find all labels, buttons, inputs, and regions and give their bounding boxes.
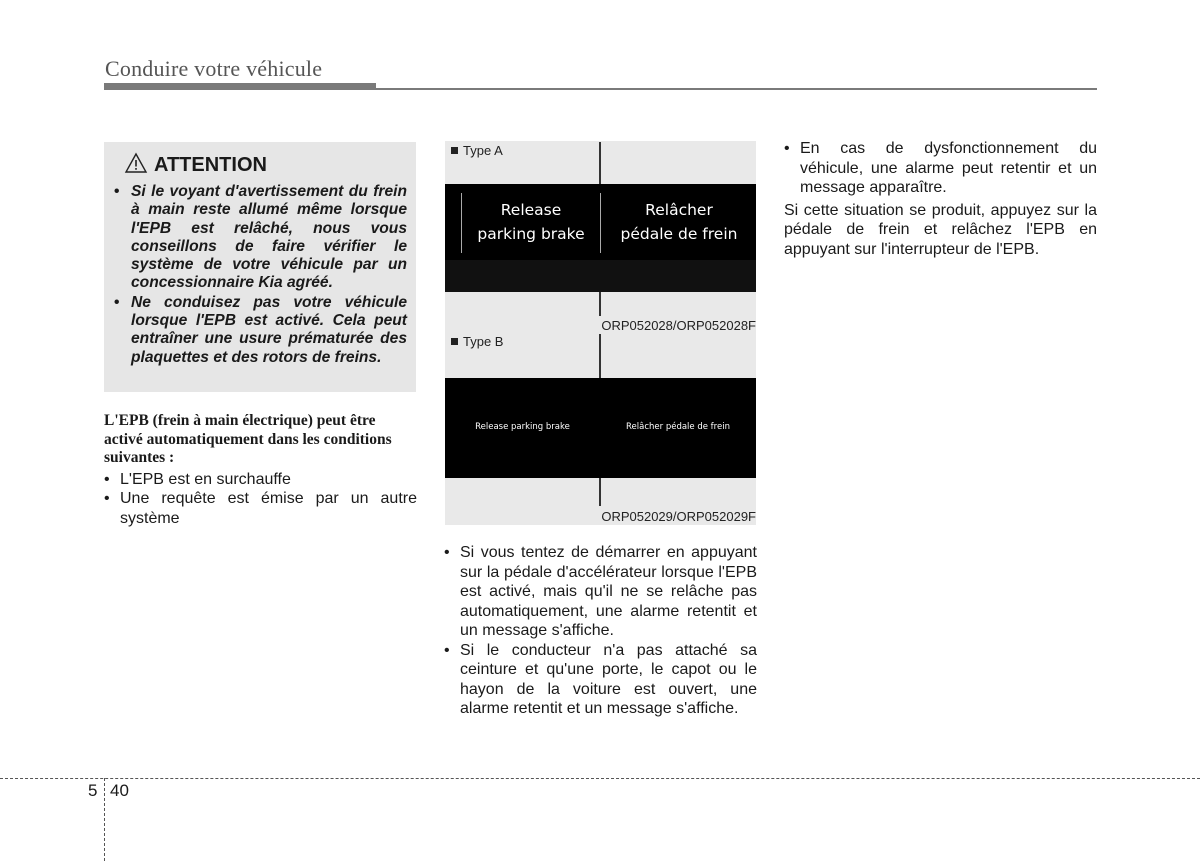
cluster-message-figure	[445, 141, 756, 525]
list-item: • Si vous tentez de démarrer en appuyant sur la pédale d'accélérateur lorsque l'EPB est activé, mais qu'il ne se relâche pas automatiquement, une alarme retentit et un message s'affiche.	[444, 543, 757, 641]
column-3-text	[784, 139, 1097, 259]
attention-heading	[124, 152, 407, 179]
page-number: 40	[110, 781, 129, 800]
page-header-title: Conduire votre véhicule	[105, 56, 323, 81]
type-a-french-message: Relâcher pédale de frein	[620, 201, 738, 243]
attention-item: • Si le voyant d'avertissement du frein à main reste allumé même lorsque l'EPB est relâché, nous vous conseillons de faire vérifier le système de votre véhicule par un concessionnaire Kia agréé.	[114, 183, 407, 293]
attention-title: ATTENTION	[154, 154, 267, 176]
list-item: • Si le conducteur n'a pas attaché sa ceinture et qu'une porte, le capot ou le hayon de la voiture est ouvert, une alarme retentit et un message s'affiche.	[444, 641, 757, 719]
warning-triangle-icon	[124, 152, 148, 179]
column-2-text	[444, 543, 757, 719]
type-a-caption: ORP052028/ORP052028F	[601, 318, 756, 333]
square-bullet-icon	[451, 338, 458, 345]
type-b-french-message: Relâcher pédale de frein	[626, 422, 730, 432]
list-item: • L'EPB est en surchauffe	[104, 470, 417, 490]
footer-rule	[0, 778, 1200, 779]
attention-list	[114, 183, 407, 367]
attention-box	[104, 142, 416, 392]
list-item: • En cas de dysfonctionnement du véhicule, une alarme peut retentir et un message apparaître.	[784, 139, 1097, 198]
type-a-display-panel	[445, 184, 756, 260]
column-1-text	[104, 412, 417, 528]
alarm-list	[444, 543, 757, 719]
type-b-label: Type B	[451, 334, 503, 349]
list-item: • Une requête est émise par un autre système	[104, 489, 417, 528]
type-a-english-message: Release parking brake	[477, 201, 585, 243]
type-a-display-lower	[445, 260, 756, 292]
type-b-english-message: Release parking brake	[475, 422, 570, 432]
square-bullet-icon	[451, 147, 458, 154]
divider-line	[599, 478, 601, 506]
epb-intro-paragraph: L'EPB (frein à main électrique) peut être activé automatiquement dans les conditions suivantes :	[104, 412, 392, 466]
panel-divider-center	[600, 193, 601, 253]
panel-divider-left	[461, 193, 462, 253]
type-b-display-panel	[445, 378, 756, 478]
type-a-label: Type A	[451, 143, 503, 158]
instruction-paragraph: Si cette situation se produit, appuyez sur la pédale de frein et relâchez l'EPB en appuyant sur l'interrupteur de l'EPB.	[784, 201, 1097, 258]
divider-line	[599, 334, 601, 378]
malfunction-list	[784, 139, 1097, 198]
condition-list	[104, 470, 417, 529]
header-rule	[104, 88, 1097, 90]
divider-line	[599, 292, 601, 316]
type-b-caption: ORP052029/ORP052029F	[601, 509, 756, 524]
divider-line	[599, 142, 601, 184]
chapter-number: 5	[88, 781, 98, 800]
footer-vertical-rule	[104, 778, 105, 861]
attention-item: • Ne conduisez pas votre véhicule lorsque l'EPB est activé. Cela peut entraîner une usure prématurée des plaquettes et des rotors de freins.	[114, 294, 407, 367]
